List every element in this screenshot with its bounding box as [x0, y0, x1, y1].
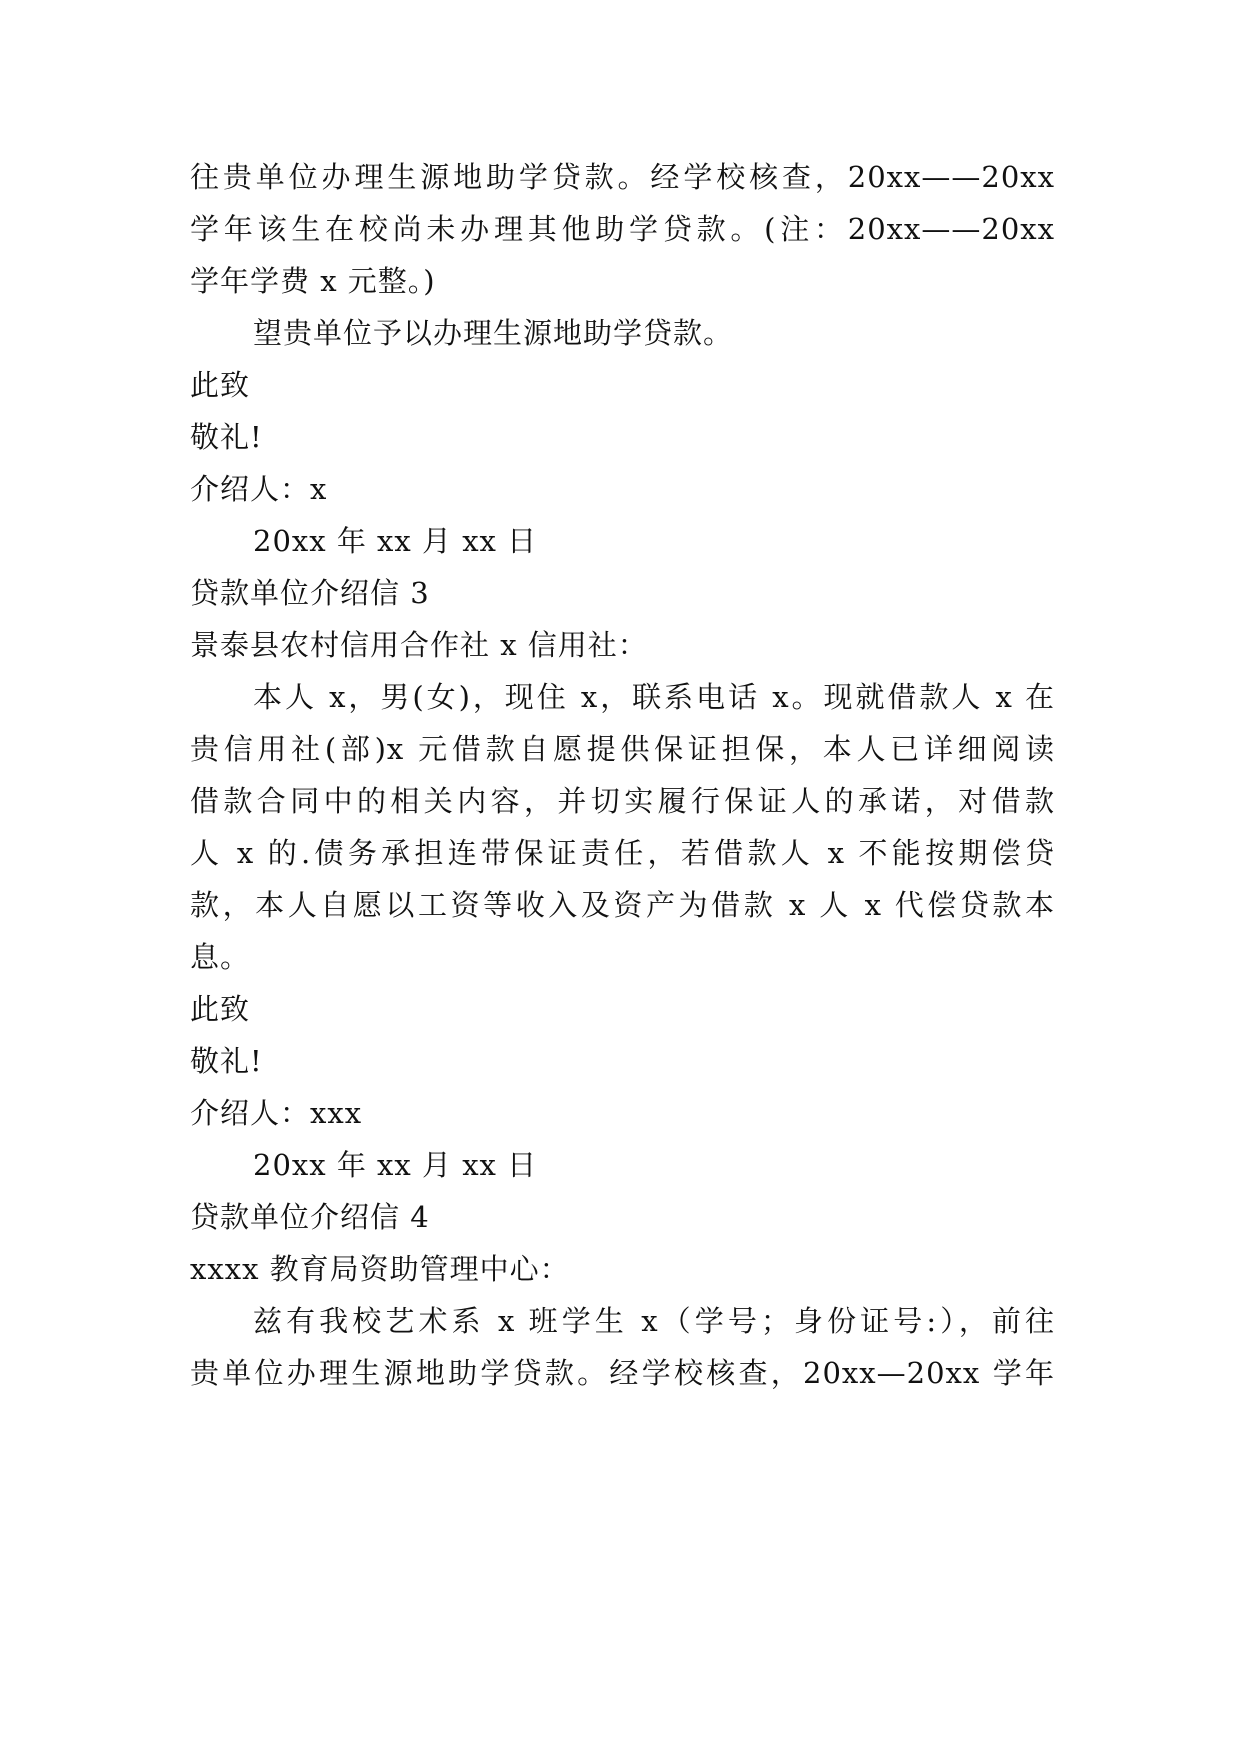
section-title: 贷款单位介绍信 4	[190, 1200, 430, 1234]
paragraph-line: 人 x 的.债务承担连带保证责任，若借款人 x 不能按期偿贷	[190, 836, 1055, 870]
date-line: 20xx 年 xx 月 xx 日	[253, 524, 538, 558]
paragraph-line: 学年学费 x 元整。)	[190, 264, 436, 298]
date-line: 20xx 年 xx 月 xx 日	[253, 1148, 538, 1182]
paragraph-line: 款，本人自愿以工资等收入及资产为借款 x 人 x 代偿贷款本	[190, 888, 1055, 922]
addressee-line: xxxx 教育局资助管理中心：	[190, 1252, 570, 1286]
paragraph-line: 贵单位办理生源地助学贷款。经学校核查，20xx—20xx 学年	[190, 1356, 1055, 1390]
signature-line: 介绍人：x	[190, 472, 328, 506]
signature-line: 介绍人：xxx	[190, 1096, 363, 1130]
paragraph-line: 贵信用社(部)x 元借款自愿提供保证担保，本人已详细阅读	[190, 732, 1055, 766]
paragraph-line: 往贵单位办理生源地助学贷款。经学校核查，20xx——20xx	[190, 160, 1055, 194]
salutation-line: 敬礼!	[190, 1044, 263, 1078]
paragraph-line: 兹有我校艺术系 x 班学生 x（学号；身份证号:），前往	[253, 1304, 1055, 1338]
paragraph-line: 学年该生在校尚未办理其他助学贷款。(注：20xx——20xx	[190, 212, 1055, 246]
section-title: 贷款单位介绍信 3	[190, 576, 430, 610]
salutation-line: 此致	[190, 368, 251, 402]
salutation-line: 敬礼!	[190, 420, 263, 454]
paragraph-line: 望贵单位予以办理生源地助学贷款。	[253, 316, 734, 350]
salutation-line: 此致	[190, 992, 251, 1026]
paragraph-line: 本人 x，男(女)，现住 x，联系电话 x。现就借款人 x 在	[253, 680, 1055, 714]
addressee-line: 景泰县农村信用合作社 x 信用社：	[190, 628, 648, 662]
paragraph-line: 息。	[190, 940, 251, 974]
paragraph-line: 借款合同中的相关内容，并切实履行保证人的承诺，对借款	[190, 784, 1055, 818]
